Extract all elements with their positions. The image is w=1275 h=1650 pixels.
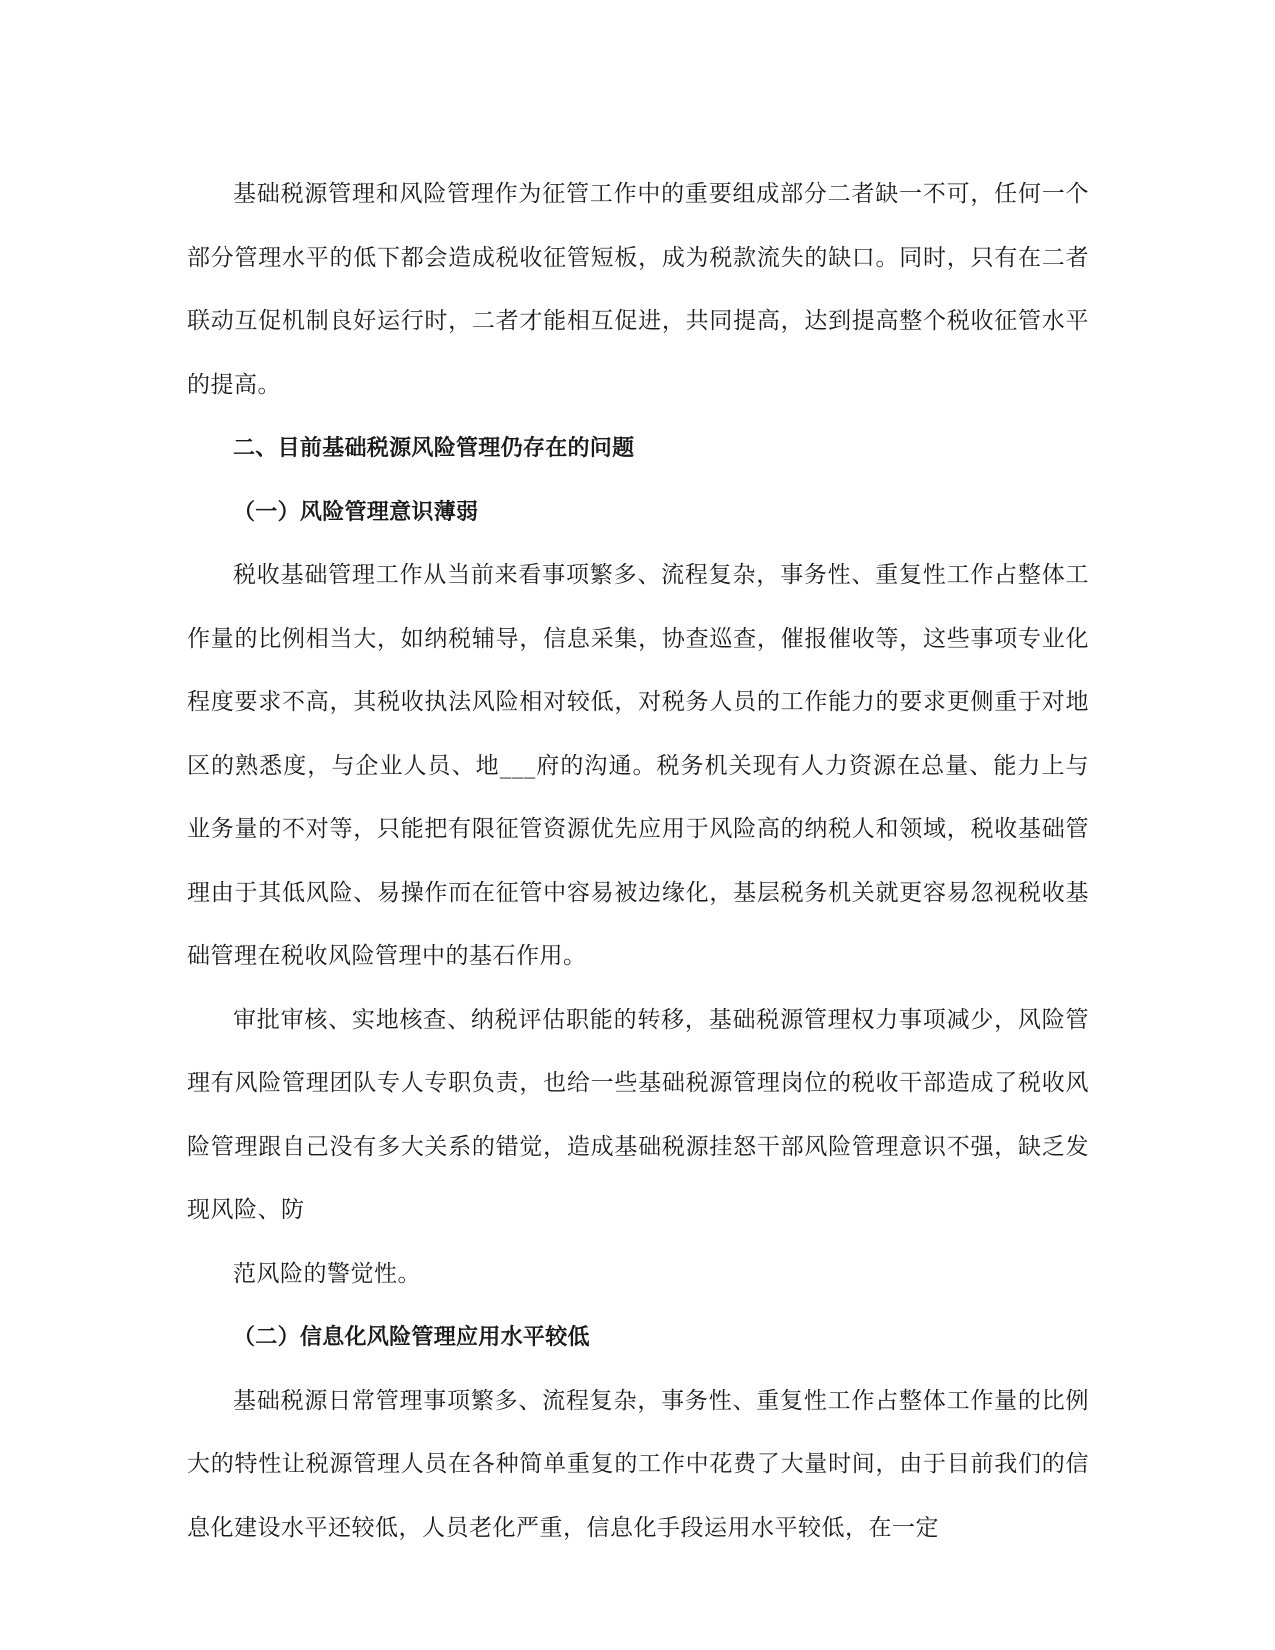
paragraph-approval-transfer: 审批审核、实地核查、纳税评估职能的转移，基础税源管理权力事项减少，风险管理有风险管理团队专人专职负责，也给一些基础税源管理岗位的税收干部造成了税收风险管理跟自己没有多大关系的错觉，造成基础税源挂怒干部风险管理意识不强，缺乏发现风险、防	[187, 1006, 1089, 1223]
document-body	[187, 163, 1089, 1560]
paragraph-informatization: 基础税源日常管理事项繁多、流程复杂，事务性、重复性工作占整体工作量的比例大的特性让税源管理人员在各种简单重复的工作中花费了大量时间，由于目前我们的信息化建设水平还较低，人员老化严重，信息化手段运用水平较低，在一定	[187, 1387, 1089, 1541]
subsection-heading-2: （二）信息化风险管理应用水平较低	[233, 1325, 590, 1350]
subsection-heading-1: （一）风险管理意识薄弱	[233, 499, 479, 525]
section-heading-2: 二、目前基础税源风险管理仍存在的问题	[233, 436, 635, 461]
paragraph-basic-management: 税收基础管理工作从当前来看事项繁多、流程复杂，事务性、重复性工作占整体工作量的比例相当大，如纳税辅导，信息采集，协查巡查，催报催收等，这些事项专业化程度要求不高，其税收执法风险相对较低，对税务人员的工作能力的要求更侧重于对地区的熟悉度，与企业人员、地___府的沟通。税务机关现有人力资源在总量、能力上与业务量的不对等，只能把有限征管资源优先应用于风险高的纳税人和领域，税收基础管理由于其低风险、易操作而在征管中容易被边缘化，基层税务机关就更容易忽视税收基础管理在税收风险管理中的基石作用。	[187, 562, 1089, 969]
paragraph-risk-alertness: 范风险的警觉性。	[233, 1260, 421, 1287]
paragraph-intro: 基础税源管理和风险管理作为征管工作中的重要组成部分二者缺一不可，任何一个部分管理水平的低下都会造成税收征管短板，成为税款流失的缺口。同时，只有在二者联动互促机制良好运行时，二者才能相互促进，共同提高，达到提高整个税收征管水平的提高。	[187, 181, 1089, 398]
